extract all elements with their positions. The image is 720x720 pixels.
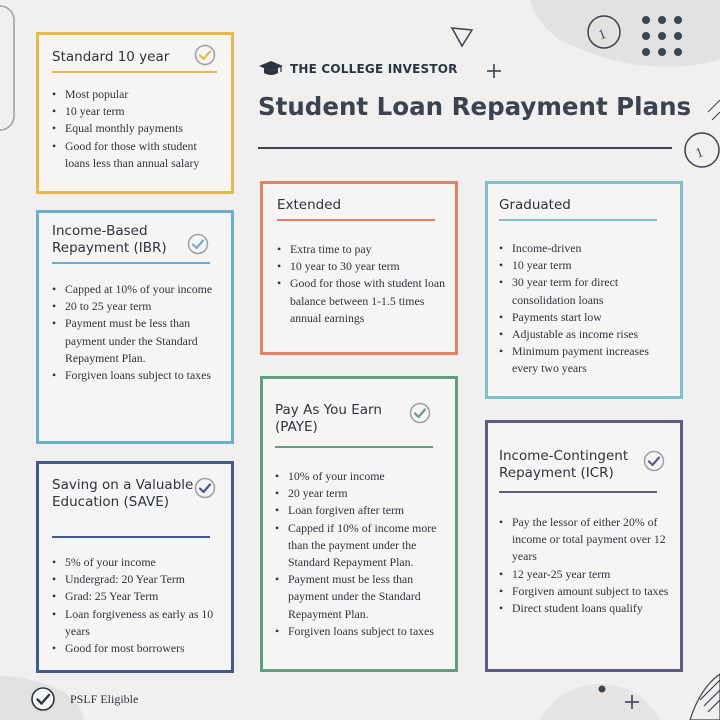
plan-title-rule: [52, 262, 210, 264]
plan-bullets: [52, 554, 220, 657]
list-item: • Payment must be less than payment under the Standard Repayment Plan.: [52, 315, 220, 367]
check-circle-icon: [30, 686, 56, 712]
list-item: • Minimum payment increases every two years: [499, 343, 671, 377]
graduation-cap-icon: [258, 60, 284, 78]
plan-bullets: [499, 514, 671, 617]
check-circle-icon: [194, 477, 216, 499]
plan-title-rule: [499, 219, 657, 221]
plan-title-rule: [277, 219, 435, 221]
list-item: • Payment must be less than payment under the Standard Repayment Plan.: [275, 571, 451, 623]
plan-title: Saving on a Valuable Education (SAVE): [52, 477, 194, 510]
plan-title: Graduated: [499, 197, 571, 213]
plan-title: Income-Based Repayment (IBR): [52, 223, 167, 256]
list-item: • Adjustable as income rises: [499, 326, 671, 343]
plan-bullets: [52, 281, 220, 384]
list-item: • Equal monthly payments: [52, 120, 222, 137]
plan-title-rule: [52, 71, 217, 73]
plan-title-rule: [52, 536, 210, 538]
list-item: • Extra time to pay: [277, 241, 445, 258]
list-item: • Good for most borrowers: [52, 640, 220, 657]
list-item: • Loan forgiveness as early as 10 years: [52, 606, 220, 640]
list-item: • Loan forgiven after term: [275, 502, 451, 519]
plan-title-rule: [499, 491, 657, 493]
list-item: • Direct student loans qualify: [499, 600, 671, 617]
plan-bullets: [499, 240, 671, 378]
list-item: • Capped if 10% of income more than the payment under the Standard Repayment Plan.: [275, 520, 451, 572]
check-circle-icon: [187, 233, 209, 255]
brand-name: THE COLLEGE INVESTOR: [290, 62, 458, 76]
brand: [258, 60, 458, 78]
list-item: • Payments start low: [499, 309, 671, 326]
list-item: • 20 to 25 year term: [52, 298, 220, 315]
list-item: • Forgiven loans subject to taxes: [52, 367, 220, 384]
page-title: Student Loan Repayment Plans: [258, 92, 692, 121]
svg-text:1: 1: [596, 26, 609, 44]
plan-title: Income-Contingent Repayment (ICR): [499, 448, 629, 481]
plan-bullets: [275, 468, 451, 640]
check-circle-icon: [643, 450, 665, 472]
list-item: • Good for those with student loan balance between 1-1.5 times annual earnings: [277, 275, 445, 327]
list-item: • 10 year to 30 year term: [277, 258, 445, 275]
check-circle-icon: [194, 44, 216, 66]
pslf-legend: [30, 686, 138, 712]
plan-title: Pay As You Earn (PAYE): [275, 402, 382, 435]
list-item: • Forgiven loans subject to taxes: [275, 623, 451, 640]
list-item: • Capped at 10% of your income: [52, 281, 220, 298]
list-item: • Good for those with student loans less than annual salary: [52, 138, 222, 172]
plan-title-rule: [275, 446, 433, 448]
list-item: • Most popular: [52, 86, 222, 103]
list-item: • 30 year term for direct consolidation loans: [499, 274, 671, 308]
check-circle-icon: [409, 402, 431, 424]
list-item: • Pay the lessor of either 20% of income or total payment over 12 years: [499, 514, 671, 566]
plan-title: Standard 10 year: [52, 49, 170, 65]
list-item: • 12 year-25 year term: [499, 566, 671, 583]
list-item: • 10% of your income: [275, 468, 451, 485]
list-item: • 5% of your income: [52, 554, 220, 571]
list-item: • 10 year term: [499, 257, 671, 274]
legend-label: PSLF Eligible: [70, 691, 139, 706]
plan-title: Extended: [277, 197, 342, 213]
list-item: • Undergrad: 20 Year Term: [52, 571, 220, 588]
plan-bullets: [52, 86, 222, 172]
list-item: • 20 year term: [275, 485, 451, 502]
title-divider: [258, 147, 672, 149]
svg-text:1: 1: [693, 145, 706, 162]
plan-bullets: [277, 241, 445, 327]
list-item: • Forgiven amount subject to taxes: [499, 583, 671, 600]
list-item: • Grad: 25 Year Term: [52, 588, 220, 605]
list-item: • Income-driven: [499, 240, 671, 257]
list-item: • 10 year term: [52, 103, 222, 120]
